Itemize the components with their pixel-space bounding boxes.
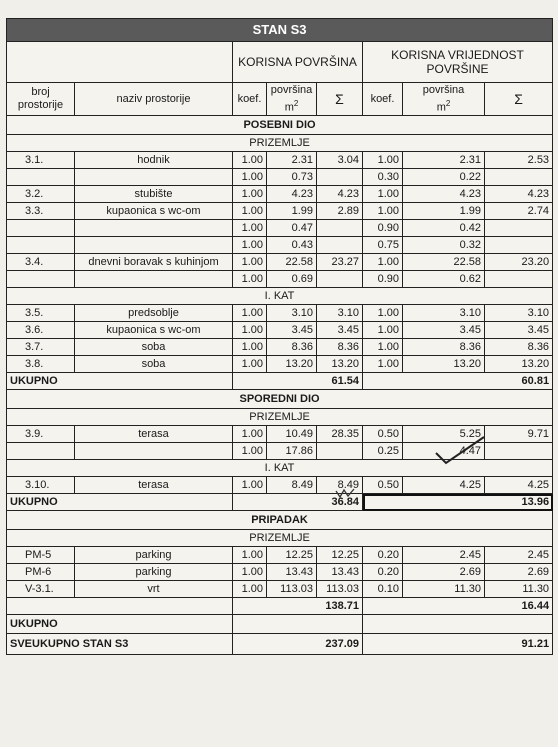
value-sum: 4.25 (485, 477, 553, 494)
value-area: 4.25 (403, 477, 485, 494)
header-unit: m (436, 101, 446, 114)
section-pripadak: PRIPADAK (7, 511, 553, 530)
room-number (7, 237, 75, 254)
value-area: 0.32 (403, 237, 485, 254)
subsection-prizemlje: PRIZEMLJE (7, 135, 553, 152)
ukupno-posebni-row (7, 373, 553, 390)
area-value: 8.49 (267, 477, 317, 494)
sveukupno-value-total: 91.21 (363, 634, 553, 655)
coef-value: 0.90 (363, 220, 403, 237)
empty-cell (233, 615, 363, 634)
table-row (7, 271, 553, 288)
column-header-row (7, 83, 553, 116)
table-row (7, 339, 553, 356)
subsection-prizemlje-row (7, 409, 553, 426)
value-sum: 9.71 (485, 426, 553, 443)
area-value: 0.47 (267, 220, 317, 237)
header-povrsina-left (267, 83, 317, 116)
header-naziv: naziv prostorije (75, 83, 233, 116)
area-sum: 12.25 (317, 547, 363, 564)
room-name (75, 271, 233, 288)
room-number (7, 169, 75, 186)
room-name (75, 237, 233, 254)
subsection-kat: I. KAT (7, 288, 553, 305)
area-sum: 8.36 (317, 339, 363, 356)
room-name: kupaonica s wc-om (75, 203, 233, 220)
coef-value: 1.00 (363, 305, 403, 322)
handwritten-mark (335, 487, 355, 499)
room-name: soba (75, 339, 233, 356)
value-area: 4.23 (403, 186, 485, 203)
room-number: PM-5 (7, 547, 75, 564)
coef-area: 1.00 (233, 339, 267, 356)
area-value: 0.73 (267, 169, 317, 186)
section-sporedni-dio-row (7, 390, 553, 409)
coef-value: 1.00 (363, 322, 403, 339)
section-sporedni-dio: SPOREDNI DIO (7, 390, 553, 409)
area-sum: 28.35 (317, 426, 363, 443)
table-row (7, 581, 553, 598)
ukupno-posebni-label: UKUPNO (7, 373, 233, 390)
ukupno-posebni-value-total: 60.81 (363, 373, 553, 390)
area-sum: 8.49 (317, 477, 363, 494)
area-sum: 13.43 (317, 564, 363, 581)
area-sum: 3.10 (317, 305, 363, 322)
room-number (7, 220, 75, 237)
area-value: 10.49 (267, 426, 317, 443)
ukupno-sporedni-value-total: 13.96 (363, 494, 553, 511)
sveukupno-row (7, 634, 553, 655)
header-koef-right: koef. (363, 83, 403, 116)
value-area: 4.47 (403, 443, 485, 460)
area-value: 13.20 (267, 356, 317, 373)
coef-value: 1.00 (363, 339, 403, 356)
header-sigma-left: Σ (317, 83, 363, 116)
coef-value: 0.20 (363, 564, 403, 581)
coef-area: 1.00 (233, 254, 267, 271)
table-row (7, 305, 553, 322)
value-sum: 2.53 (485, 152, 553, 169)
subsection-kat: I. KAT (7, 460, 553, 477)
table-row (7, 322, 553, 339)
area-sum: 23.27 (317, 254, 363, 271)
room-name: hodnik (75, 152, 233, 169)
subsection-prizemlje: PRIZEMLJE (7, 409, 553, 426)
subsection-prizemlje: PRIZEMLJE (7, 530, 553, 547)
area-value: 0.43 (267, 237, 317, 254)
ukupno-posebni-area-total: 61.54 (233, 373, 363, 390)
sveukupno-area-total: 237.09 (233, 634, 363, 655)
value-area: 3.10 (403, 305, 485, 322)
value-area: 0.22 (403, 169, 485, 186)
value-sum: 23.20 (485, 254, 553, 271)
coef-area: 1.00 (233, 426, 267, 443)
coef-value: 0.75 (363, 237, 403, 254)
value-area: 5.25 (403, 426, 485, 443)
table-row (7, 152, 553, 169)
coef-value: 1.00 (363, 356, 403, 373)
header-unit-exponent: 2 (445, 98, 451, 108)
table-row (7, 237, 553, 254)
area-sum: 3.04 (317, 152, 363, 169)
area-value: 2.31 (267, 152, 317, 169)
value-sum (485, 220, 553, 237)
value-area: 2.45 (403, 547, 485, 564)
value-sum: 3.45 (485, 322, 553, 339)
value-area: 13.20 (403, 356, 485, 373)
coef-area: 1.00 (233, 564, 267, 581)
coef-area: 1.00 (233, 220, 267, 237)
area-sum (317, 271, 363, 288)
coef-value: 1.00 (363, 152, 403, 169)
room-number: 3.1. (7, 152, 75, 169)
room-number: 3.3. (7, 203, 75, 220)
coef-value: 0.20 (363, 547, 403, 564)
area-value: 3.10 (267, 305, 317, 322)
value-sum: 2.69 (485, 564, 553, 581)
pripadak-subtotal-area-total: 138.71 (233, 598, 363, 615)
table-row (7, 477, 553, 494)
table-row (7, 186, 553, 203)
sveukupno-label: SVEUKUPNO STAN S3 (7, 634, 233, 655)
section-posebni-dio: POSEBNI DIO (7, 116, 553, 135)
section-pripadak-row (7, 511, 553, 530)
value-area: 11.30 (403, 581, 485, 598)
room-name: predsoblje (75, 305, 233, 322)
room-name (75, 220, 233, 237)
coef-area: 1.00 (233, 152, 267, 169)
value-sum: 8.36 (485, 339, 553, 356)
pripadak-subtotal-row (7, 598, 553, 615)
header-sigma-right: Σ (485, 83, 553, 116)
value-sum: 2.45 (485, 547, 553, 564)
ukupno-pripadak-label: UKUPNO (7, 615, 233, 634)
value-area: 0.62 (403, 271, 485, 288)
area-value: 13.43 (267, 564, 317, 581)
area-sum: 4.23 (317, 186, 363, 203)
room-name: parking (75, 564, 233, 581)
coef-area: 1.00 (233, 305, 267, 322)
coef-value: 0.50 (363, 477, 403, 494)
area-value: 113.03 (267, 581, 317, 598)
ukupno-sporedni-label: UKUPNO (7, 494, 233, 511)
coef-value: 0.25 (363, 443, 403, 460)
table-row (7, 169, 553, 186)
ukupno-sporedni-row (7, 494, 553, 511)
room-number: 3.5. (7, 305, 75, 322)
coef-value: 0.50 (363, 426, 403, 443)
room-number: V-3.1. (7, 581, 75, 598)
value-sum (485, 237, 553, 254)
header-korisna-vrijednost: KORISNA VRIJEDNOST POVRŠINE (363, 42, 553, 83)
value-area: 2.69 (403, 564, 485, 581)
coef-value: 1.00 (363, 203, 403, 220)
value-sum: 2.74 (485, 203, 553, 220)
table-row (7, 564, 553, 581)
value-sum (485, 271, 553, 288)
area-value: 0.69 (267, 271, 317, 288)
value-sum (485, 443, 553, 460)
value-area: 1.99 (403, 203, 485, 220)
room-name: terasa (75, 426, 233, 443)
coef-area: 1.00 (233, 581, 267, 598)
header-unit-exponent: 2 (293, 98, 299, 108)
coef-area: 1.00 (233, 169, 267, 186)
subsection-prizemlje-row (7, 530, 553, 547)
room-name: parking (75, 547, 233, 564)
header-blank (7, 42, 233, 83)
header-povrsina-right (403, 83, 485, 116)
section-posebni-dio-row (7, 116, 553, 135)
value-sum: 4.23 (485, 186, 553, 203)
header-povrsina-label: površina (422, 83, 465, 96)
room-name: soba (75, 356, 233, 373)
coef-area: 1.00 (233, 271, 267, 288)
value-sum (485, 169, 553, 186)
coef-area: 1.00 (233, 547, 267, 564)
coef-value: 0.10 (363, 581, 403, 598)
coef-value: 0.30 (363, 169, 403, 186)
coef-area: 1.00 (233, 186, 267, 203)
coef-value: 0.90 (363, 271, 403, 288)
area-sum: 3.45 (317, 322, 363, 339)
room-name: vrt (75, 581, 233, 598)
room-name: dnevni boravak s kuhinjom (75, 254, 233, 271)
pripadak-subtotal-label (7, 598, 233, 615)
room-name: kupaonica s wc-om (75, 322, 233, 339)
room-number: 3.6. (7, 322, 75, 339)
header-unit: m (284, 101, 294, 114)
room-number: 3.4. (7, 254, 75, 271)
header-povrsina-label: površina (270, 83, 313, 96)
pripadak-subtotal-value-total: 16.44 (363, 598, 553, 615)
coef-area: 1.00 (233, 443, 267, 460)
area-calculation-sheet (6, 18, 552, 655)
value-sum: 13.20 (485, 356, 553, 373)
table-row (7, 547, 553, 564)
coef-value: 1.00 (363, 254, 403, 271)
area-value: 12.25 (267, 547, 317, 564)
area-value: 22.58 (267, 254, 317, 271)
subsection-prizemlje-row (7, 135, 553, 152)
area-sum (317, 443, 363, 460)
subsection-kat-row (7, 288, 553, 305)
value-area: 8.36 (403, 339, 485, 356)
coef-area: 1.00 (233, 237, 267, 254)
room-number: 3.2. (7, 186, 75, 203)
table-row (7, 203, 553, 220)
value-area: 22.58 (403, 254, 485, 271)
value-area: 3.45 (403, 322, 485, 339)
empty-cell (363, 615, 553, 634)
area-value: 1.99 (267, 203, 317, 220)
room-number: 3.8. (7, 356, 75, 373)
header-korisna-povrsina: KORISNA POVRŠINA (233, 42, 363, 83)
room-name (75, 169, 233, 186)
coef-area: 1.00 (233, 203, 267, 220)
header-broj: broj prostorije (7, 83, 75, 116)
coef-area: 1.00 (233, 356, 267, 373)
area-sum (317, 237, 363, 254)
area-sum: 2.89 (317, 203, 363, 220)
area-value: 8.36 (267, 339, 317, 356)
table-row (7, 254, 553, 271)
room-number: 3.7. (7, 339, 75, 356)
table-row (7, 220, 553, 237)
value-sum: 3.10 (485, 305, 553, 322)
room-number (7, 271, 75, 288)
handwritten-checkmark (432, 435, 488, 465)
area-sum: 13.20 (317, 356, 363, 373)
area-value: 17.86 (267, 443, 317, 460)
ukupno-pripadak-row (7, 615, 553, 634)
area-sum (317, 169, 363, 186)
room-name (75, 443, 233, 460)
room-number: PM-6 (7, 564, 75, 581)
area-sum: 113.03 (317, 581, 363, 598)
value-sum: 11.30 (485, 581, 553, 598)
coef-area: 1.00 (233, 477, 267, 494)
header-koef-left: koef. (233, 83, 267, 116)
area-table (6, 18, 553, 655)
sheet-title: STAN S3 (7, 19, 553, 42)
room-number (7, 443, 75, 460)
area-sum (317, 220, 363, 237)
ukupno-sporedni-area-total: 36.84 (233, 494, 363, 511)
table-row (7, 356, 553, 373)
coef-area: 1.00 (233, 322, 267, 339)
room-name: stubište (75, 186, 233, 203)
value-area: 2.31 (403, 152, 485, 169)
room-name: terasa (75, 477, 233, 494)
area-value: 3.45 (267, 322, 317, 339)
room-number: 3.10. (7, 477, 75, 494)
room-number: 3.9. (7, 426, 75, 443)
area-value: 4.23 (267, 186, 317, 203)
coef-value: 1.00 (363, 186, 403, 203)
value-area: 0.42 (403, 220, 485, 237)
